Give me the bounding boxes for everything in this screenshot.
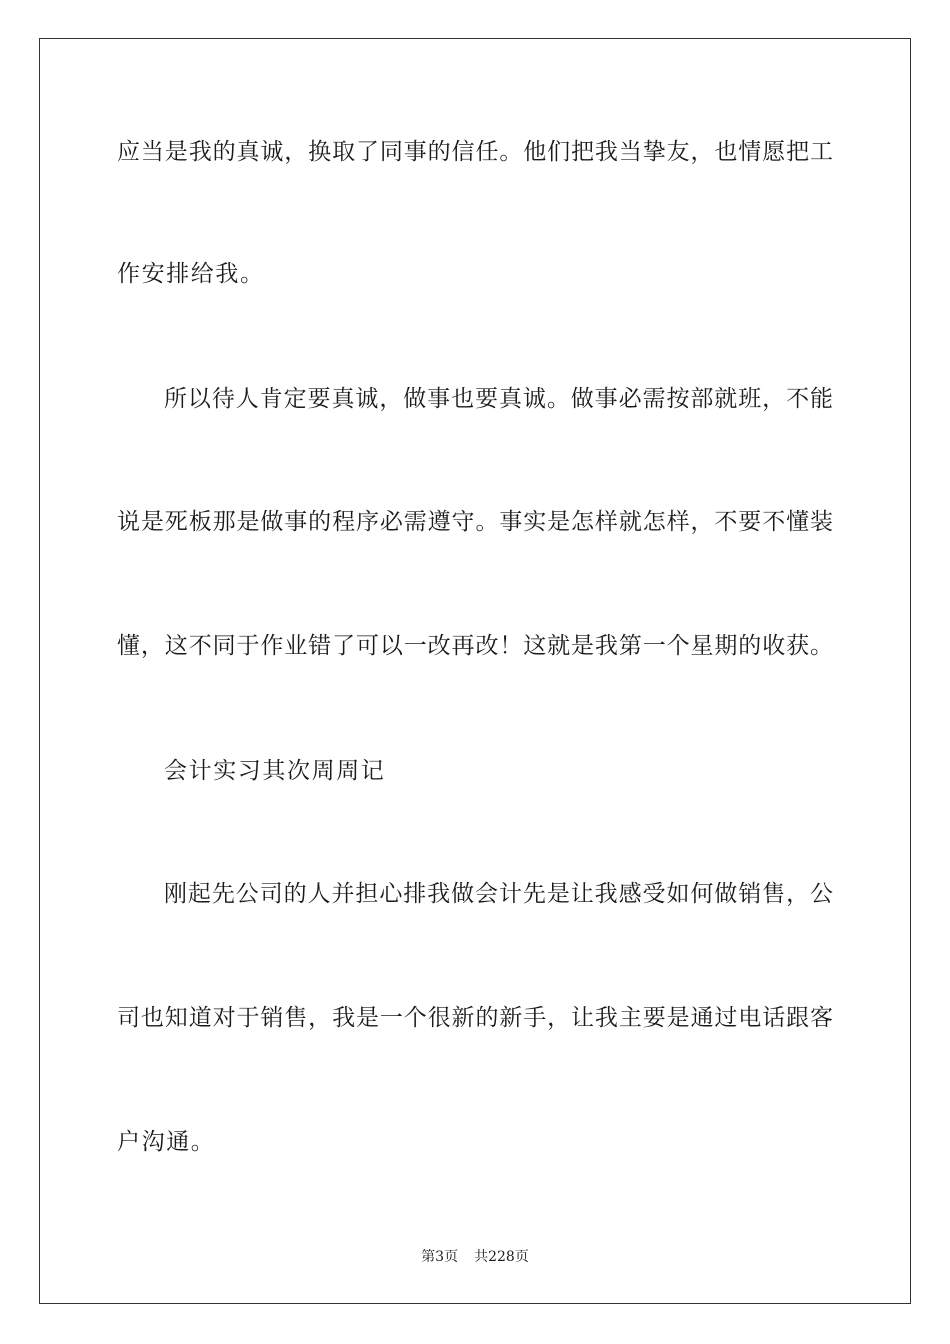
paragraph-line: 户沟通。 [117, 1129, 216, 1155]
page-total: 共228页 [474, 1249, 529, 1265]
page-border [39, 38, 911, 1304]
page-footer [0, 1248, 950, 1266]
page-number: 第3页 [421, 1249, 459, 1265]
paragraph-line: 懂，这不同于作业错了可以一改再改！这就是我第一个星期的收获。 [117, 633, 833, 659]
section-heading: 会计实习其次周周记 [164, 758, 386, 784]
paragraph-line: 所以待人肯定要真诚，做事也要真诚。做事必需按部就班，不能 [164, 386, 833, 412]
paragraph-line: 作安排给我。 [117, 261, 265, 287]
paragraph-line: 刚起先公司的人并担心排我做会计先是让我感受如何做销售，公 [164, 881, 833, 907]
paragraph-line: 司也知道对于销售，我是一个很新的新手，让我主要是通过电话跟客 [117, 1005, 833, 1031]
paragraph-line: 应当是我的真诚，换取了同事的信任。他们把我当挚友，也情愿把工 [117, 139, 833, 165]
paragraph-line: 说是死板那是做事的程序必需遵守。事实是怎样就怎样，不要不懂装 [117, 509, 833, 535]
